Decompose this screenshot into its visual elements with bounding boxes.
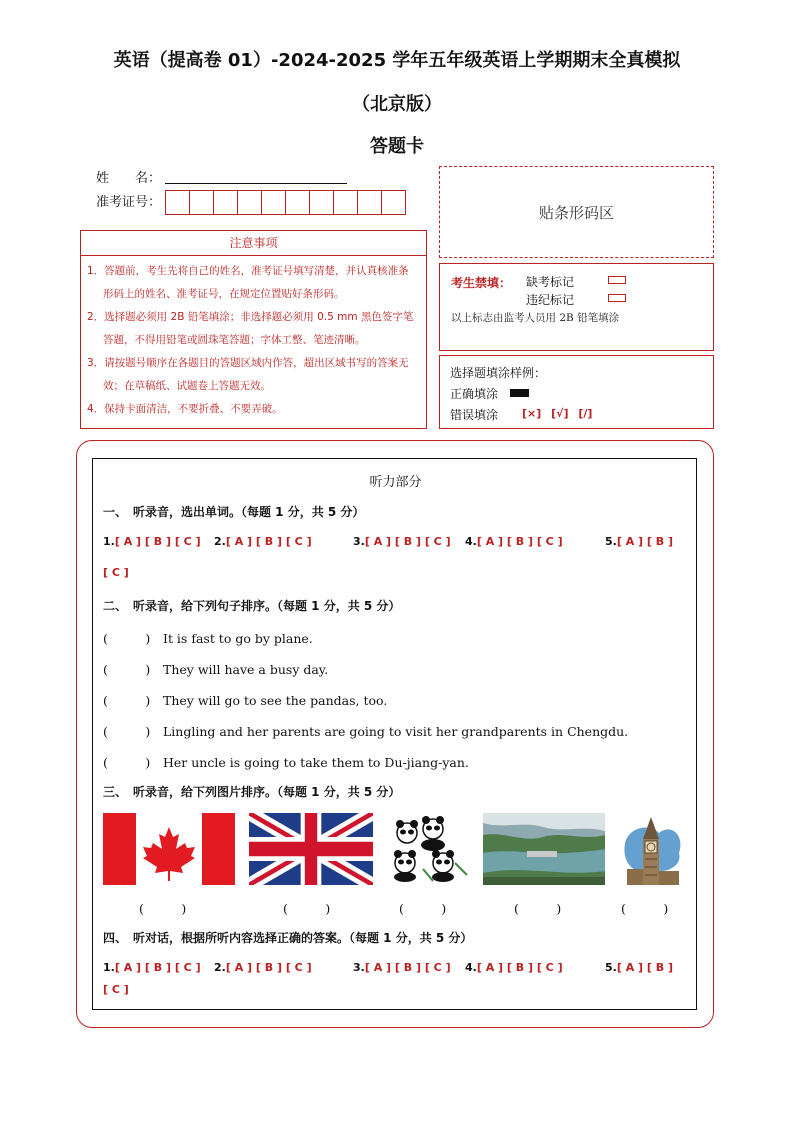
- choice-item[interactable]: [ C ]: [103, 983, 129, 996]
- question-3-heading: 三、 听录音，给下列图片排序。（每题 1 分，共 5 分）: [103, 785, 401, 799]
- exam-id-field[interactable]: [165, 190, 405, 215]
- sentence-item: ( ) Her uncle is going to take them to Du-jiang-yan.: [103, 755, 469, 770]
- wrong-fill-marks: [×] [√] [/]: [522, 407, 593, 420]
- question-1-heading: 一、 听录音，选出单词。（每题 1 分，共 5 分）: [103, 505, 365, 519]
- sentence-item: ( ) Lingling and her parents are going to visit her grandparents in Chengdu.: [103, 724, 629, 739]
- picture-order-blank[interactable]: ( ): [283, 901, 331, 916]
- fill-sample-title: 选择题填涂样例：: [450, 366, 547, 380]
- page-title: 英语（提高卷 01）-2024-2025 学年五年级英语上学期期末全真模拟: [113, 50, 681, 71]
- exam-id-cell[interactable]: [261, 190, 286, 215]
- notice-item: 2．选择题必须用 2B 铅笔填涂；非选择题必须用 0.5 mm 黑色签字笔答题，不得用铅笔或圆珠笔答题；字体工整、笔迹清晰。: [87, 311, 414, 346]
- sentence-item: ( ) They will have a busy day.: [103, 662, 329, 677]
- big-ben-icon: [619, 813, 687, 885]
- barcode-label: 贴条形码区: [538, 203, 614, 222]
- barcode-area: [439, 166, 714, 258]
- choice-item[interactable]: 5.[ A ] [ B ]: [605, 961, 673, 974]
- notice-item: 4．保持卡面清洁，不要折叠、不要弄破。: [87, 403, 283, 415]
- exam-id-cell[interactable]: [357, 190, 382, 215]
- exam-id-cell[interactable]: [309, 190, 334, 215]
- question-4-heading: 四、 听对话，根据所听内容选择正确的答案。（每题 1 分，共 5 分）: [103, 931, 473, 945]
- choice-item[interactable]: 4.[ A ] [ B ] [ C ]: [465, 535, 563, 548]
- page-subtitle: （北京版）: [352, 94, 442, 115]
- canada-flag-icon: [103, 813, 235, 885]
- exam-id-cell[interactable]: [165, 190, 190, 215]
- notice-title: 注意事项: [81, 231, 426, 256]
- choice-item[interactable]: 3.[ A ] [ B ] [ C ]: [353, 961, 451, 974]
- correct-fill-mark: [510, 389, 529, 397]
- violation-mark-box[interactable]: [608, 294, 626, 302]
- proctor-only-label: 考生禁填：: [451, 276, 512, 290]
- choice-item[interactable]: 1.[ A ] [ B ] [ C ]: [103, 535, 201, 548]
- listening-section: [92, 458, 697, 1010]
- violation-mark-label: 违纪标记: [526, 293, 575, 307]
- choice-item[interactable]: 1.[ A ] [ B ] [ C ]: [103, 961, 201, 974]
- fill-sample-box: [439, 355, 714, 429]
- exam-id-cell[interactable]: [381, 190, 406, 215]
- proctor-only-box: [439, 263, 714, 351]
- exam-id-cell[interactable]: [189, 190, 214, 215]
- picture-order-blank[interactable]: ( ): [514, 901, 562, 916]
- exam-id-cell[interactable]: [213, 190, 238, 215]
- exam-id-cell[interactable]: [333, 190, 358, 215]
- name-label: 姓 名：: [96, 171, 162, 186]
- sentence-item: ( ) They will go to see the pandas, too.: [103, 693, 388, 708]
- picture-order-blank[interactable]: ( ): [621, 901, 669, 916]
- question-2-heading: 二、 听录音，给下列句子排序。（每题 1 分，共 5 分）: [103, 599, 401, 613]
- picture-order-blank[interactable]: ( ): [399, 901, 447, 916]
- picture-order-blank[interactable]: ( ): [139, 901, 187, 916]
- exam-id-cell[interactable]: [285, 190, 310, 215]
- notice-box: [80, 230, 427, 429]
- uk-flag-icon: [249, 813, 373, 885]
- proctor-note: 以上标志由监考人员用 2B 铅笔填涂: [451, 312, 620, 324]
- choice-item[interactable]: 5.[ A ] [ B ]: [605, 535, 673, 548]
- choice-item[interactable]: 4.[ A ] [ B ] [ C ]: [465, 961, 563, 974]
- choice-item[interactable]: 2.[ A ] [ B ] [ C ]: [214, 961, 312, 974]
- notice-item: 3．请按题号顺序在各题目的答题区域内作答，超出区域书写的答案无效；在草稿纸、试题卷上答题无效。: [87, 357, 409, 392]
- notice-item: 1．答题前，考生先将自己的姓名，准考证号填写清楚，并认真核准条形码上的姓名、准考证号，在规定位置贴好条形码。: [87, 265, 409, 300]
- pandas-icon: [389, 813, 469, 885]
- name-field[interactable]: [165, 183, 347, 184]
- absent-mark-box[interactable]: [608, 276, 626, 284]
- choice-item[interactable]: 3.[ A ] [ B ] [ C ]: [353, 535, 451, 548]
- exam-id-label: 准考证号：: [96, 195, 162, 210]
- dam-icon: [483, 813, 605, 885]
- section-title: 听力部分: [369, 475, 422, 490]
- correct-fill-label: 正确填涂: [450, 387, 499, 401]
- answer-sheet-title: 答题卡: [370, 136, 424, 157]
- wrong-fill-label: 错误填涂: [450, 408, 499, 422]
- choice-item[interactable]: 2.[ A ] [ B ] [ C ]: [214, 535, 312, 548]
- absent-mark-label: 缺考标记: [526, 275, 575, 289]
- sentence-item: ( ) It is fast to go by plane.: [103, 631, 313, 646]
- exam-id-cell[interactable]: [237, 190, 262, 215]
- choice-item[interactable]: [ C ]: [103, 566, 129, 579]
